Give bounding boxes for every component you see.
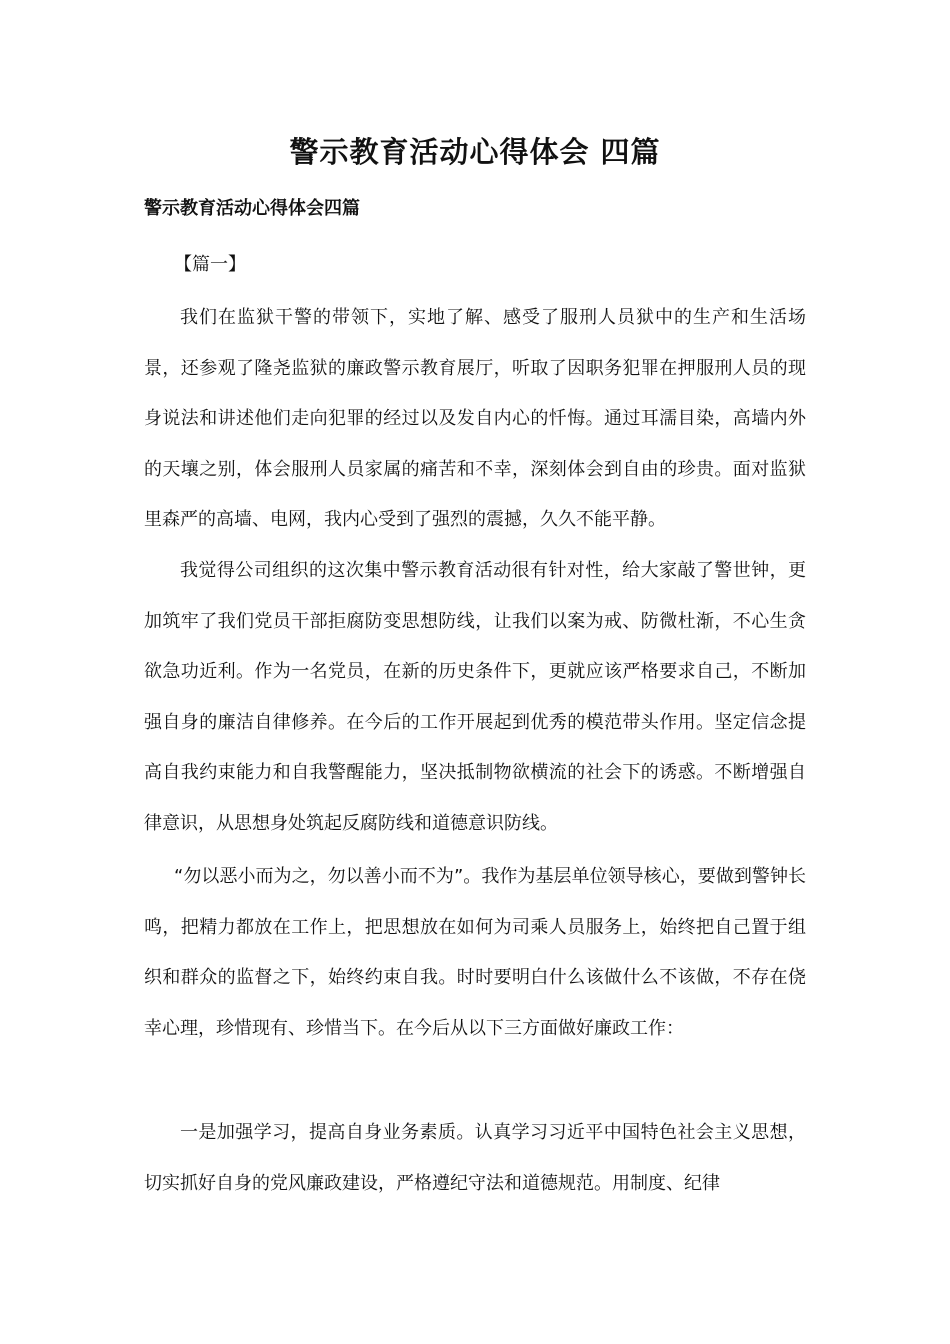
paragraph-4: 一是加强学习，提高自身业务素质。认真学习习近平中国特色社会主义思想，切实抓好自身的党风廉政建设，严格遵纪守法和道德规范。用制度、纪律 (144, 1122, 806, 1194)
body-text (144, 852, 806, 1054)
body-text (144, 293, 806, 546)
page-title: 警示教育活动心得体会 四篇 (289, 135, 661, 169)
paragraph-3: “勿以恶小而为之，勿以善小而不为”。我作为基层单位领导核心，要做到警钟长鸣，把精力都放在工作上，把思想放在如何为司乘人员服务上，始终把自己置于组织和群众的监督之下，始终约束自我。时时要明白什么该做什么不该做，不存在侥幸心理，珍惜现有、珍惜当下。在今后从以下三方面做好廉政工作： (144, 866, 806, 1039)
body-text (144, 1108, 806, 1209)
document-subtitle: 警示教育活动心得体会四篇 (144, 198, 360, 219)
paragraph-1: 我们在监狱干警的带领下，实地了解、感受了服刑人员狱中的生产和生活场景，还参观了隆尧监狱的廉政警示教育展厅，听取了因职务犯罪在押服刑人员的现身说法和讲述他们走向犯罪的经过以及发自内心的忏悔。通过耳濡目染，高墙内外的天壤之别，体会服刑人员家属的痛苦和不幸，深刻体会到自由的珍贵。面对监狱里森严的高墙、电网，我内心受到了强烈的震撼，久久不能平静。 (144, 307, 806, 530)
body-text (144, 546, 806, 849)
section-label: 【篇一】 (174, 254, 246, 275)
paragraph-2: 我觉得公司组织的这次集中警示教育活动很有针对性，给大家敲了警世钟，更加筑牢了我们党员干部拒腐防变思想防线，让我们以案为戒、防微杜渐，不心生贪欲急功近利。作为一名党员，在新的历史条件下，更就应该严格要求自己，不断加强自身的廉洁自律修养。在今后的工作开展起到优秀的模范带头作用。坚定信念提高自我约束能力和自我警醒能力，坚决抵制物欲横流的社会下的诱惑。不断增强自律意识，从思想身处筑起反腐防线和道德意识防线。 (144, 560, 806, 834)
